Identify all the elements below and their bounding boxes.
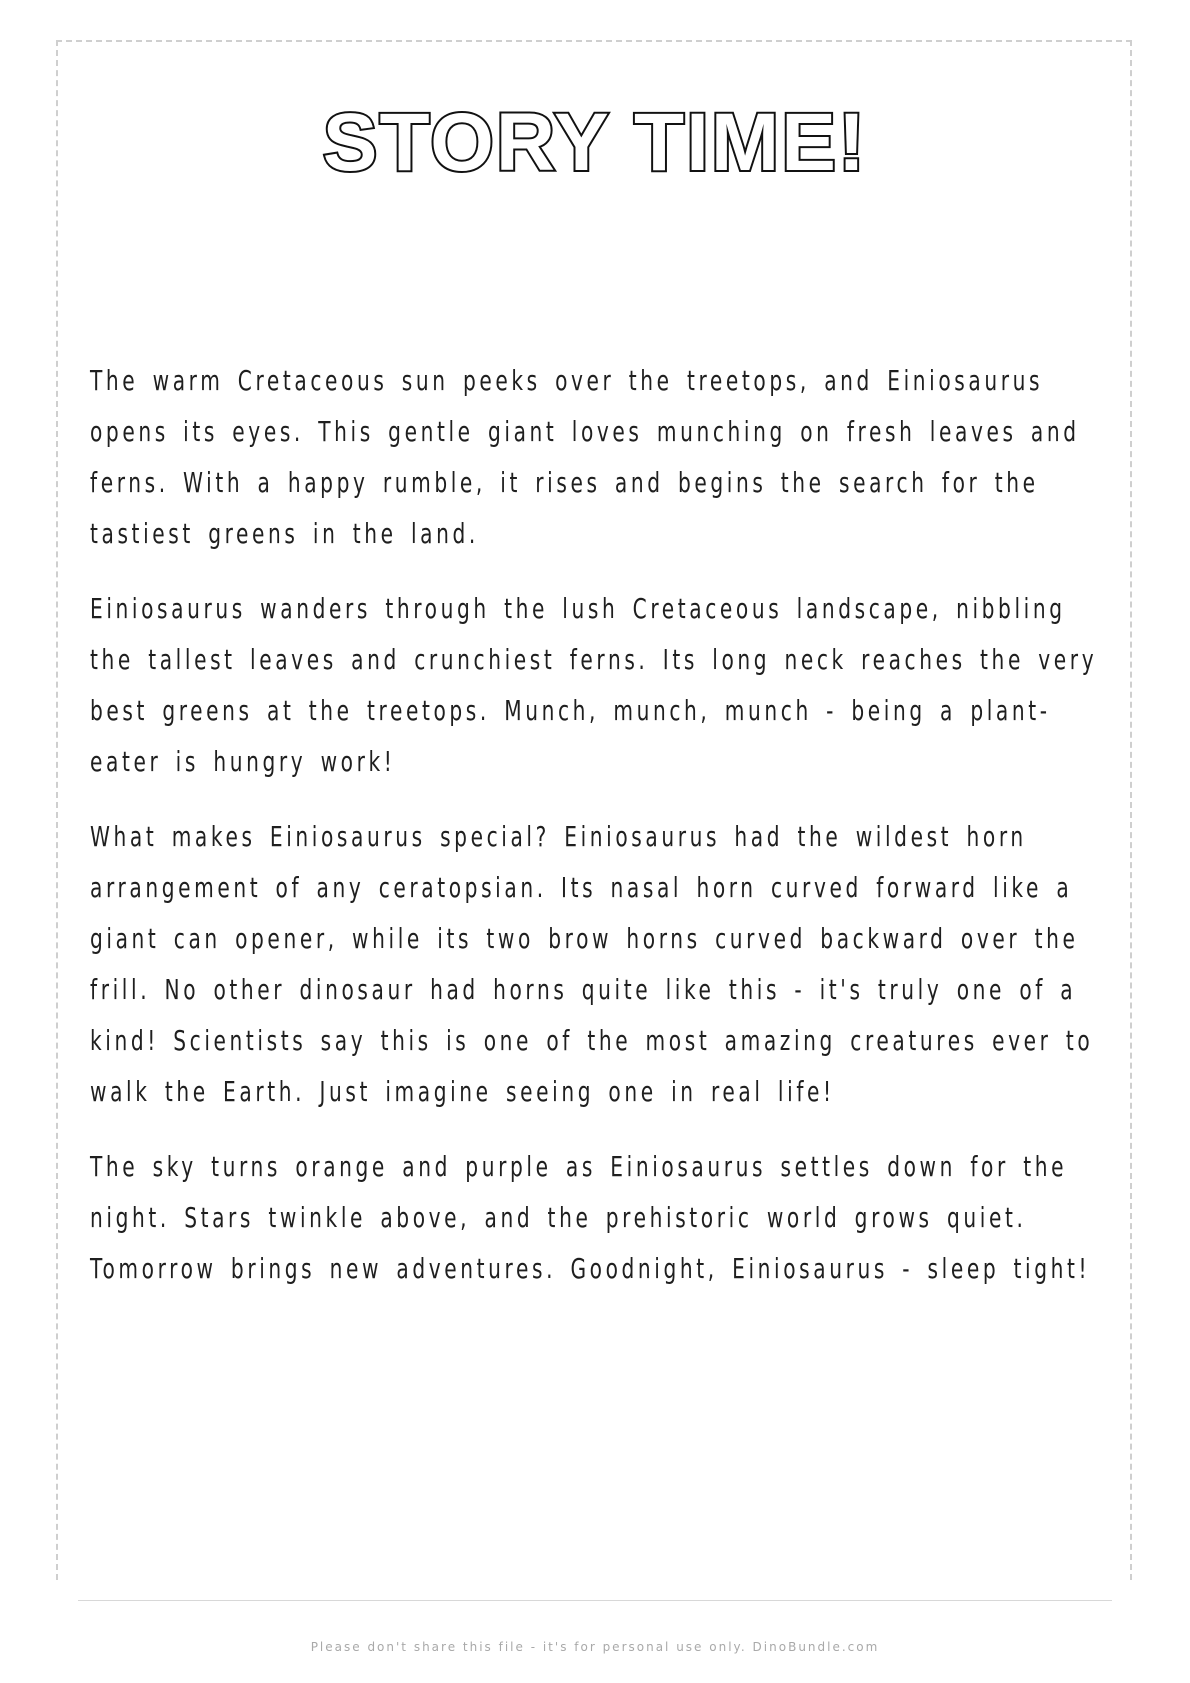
- story-paragraph-4: The sky turns orange and purple as Einiosaurus settles down for the night. Stars twinkle above, and the prehistoric world grows quiet. Tomorrow brings new adventures. Goodnight, Einiosaurus - sleep tight!: [90, 1150, 1091, 1285]
- footer-divider: [78, 1600, 1112, 1601]
- story-paragraph-3: What makes Einiosaurus special? Einiosaurus had the wildest horn arrangement of any ceratopsian. Its nasal horn curved forward like a giant can opener, while its two brow horns curved backward over the frill. No other dinosaur had horns quite like this - it's truly one of a kind! Scientists say this is one of the most amazing creatures ever to walk the Earth. Just imagine seeing one in real life!: [90, 820, 1094, 1108]
- story-paragraph-1: The warm Cretaceous sun peeks over the treetops, and Einiosaurus opens its eyes. This gentle giant loves munching on fresh leaves and ferns. With a happy rumble, it rises and begins the search for the tastiest greens in the land.: [90, 364, 1080, 550]
- story-body: [90, 355, 1120, 1318]
- footer-notice: Please don't share this file - it's for personal use only. DinoBundle.com: [310, 1640, 880, 1654]
- page-title: STORY TIME!: [322, 97, 868, 188]
- story-paragraph-2: Einiosaurus wanders through the lush Cretaceous landscape, nibbling the tallest leaves and crunchiest ferns. Its long neck reaches the very best greens at the treetops. Munch, munch, munch - being a plant-eater is hungry work!: [90, 592, 1098, 778]
